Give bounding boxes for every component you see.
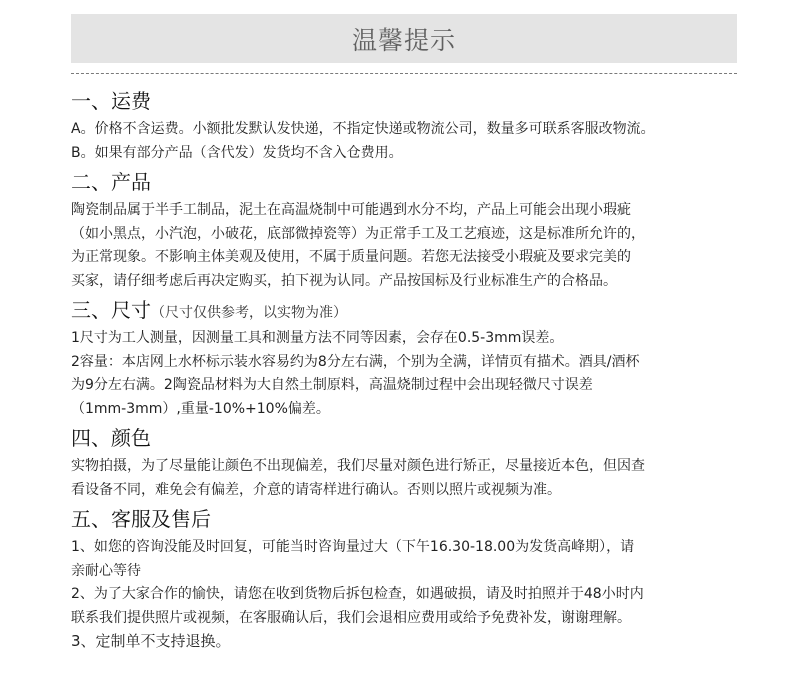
text-line: 3、定制单不支持退换。 — [71, 632, 231, 650]
text-line: 实物拍摄，为了尽量能让颜色不出现偏差，我们尽量对颜色进行矫正，尽量接近本色，但因查 — [71, 458, 645, 474]
text-line: （如小黑点，小汽泡，小破花，底部微掉瓷等）为正常手工及工艺痕迹，这是标准所允许的， — [71, 225, 645, 242]
section-after-sales — [71, 502, 739, 654]
text-line: 陶瓷制品属于半手工制品，泥土在高温烧制中可能遇到水分不均，产品上可能会出现小瑕疵 — [71, 202, 631, 218]
text-line: 2、为了大家合作的愉快，请您在收到货物后拆包检查，如遇破损，请及时拍照并于48小时内 — [71, 586, 644, 602]
text-line: 1、如您的咨询没能及时回复，可能当时咨询量过大（下午16.30-18.00为发货高峰期），请 — [71, 539, 635, 555]
section-heading: 二、产品 — [71, 170, 151, 194]
notice-content — [71, 84, 739, 654]
text-line: 1尺寸为工人测量，因测量工具和测量方法不同等因素，会存在0.5-3mm误差。 — [71, 330, 564, 346]
text-line: 2容量：本店网上水杯标示装水容易约为8分左右满，个别为全满，详情页有描术。酒具/酒杯 — [71, 353, 640, 370]
section-note: （尺寸仅供参考，以实物为准） — [151, 305, 347, 321]
text-line: 为9分左右满。2陶瓷品材料为大自然土制原料，高温烧制过程中会出现轻微尺寸误差 — [71, 377, 593, 393]
text-line: 联系我们提供照片或视频，在客服确认后，我们会退相应费用或给予免费补发，谢谢理解。 — [71, 609, 631, 626]
section-size — [71, 293, 739, 421]
section-color — [71, 421, 739, 502]
section-product — [71, 165, 739, 293]
section-heading: 三、尺寸（尺寸仅供参考，以实物为准） — [71, 298, 347, 322]
text-line: B。如果有部分产品（含代发）发货均不含入仓费用。 — [71, 144, 403, 161]
section-heading: 四、颜色 — [71, 426, 151, 450]
dashed-divider — [71, 73, 737, 74]
page-title: 温馨提示 — [351, 25, 456, 55]
section-heading: 一、运费 — [71, 89, 151, 113]
text-line: （1mm-3mm）,重量-10%+10%偏差。 — [71, 400, 330, 417]
text-line: 为正常现象。不影响主体美观及使用，不属于质量问题。若您无法接受小瑕疵及要求完美的 — [71, 249, 631, 265]
title-banner — [71, 14, 737, 63]
section-shipping — [71, 84, 739, 165]
text-line: 亲耐心等待 — [71, 562, 141, 579]
text-line: A。价格不含运费。小额批发默认发快递，不指定快递或物流公司，数量多可联系客服改物流。 — [71, 121, 655, 137]
text-line: 买家，请仔细考虑后再决定购买，拍下视为认同。产品按国标及行业标准生产的合格品。 — [71, 272, 617, 289]
text-line: 看设备不同，难免会有偏差，介意的请寄样进行确认。否则以照片或视频为准。 — [71, 481, 561, 498]
section-heading: 五、客服及售后 — [71, 507, 211, 531]
